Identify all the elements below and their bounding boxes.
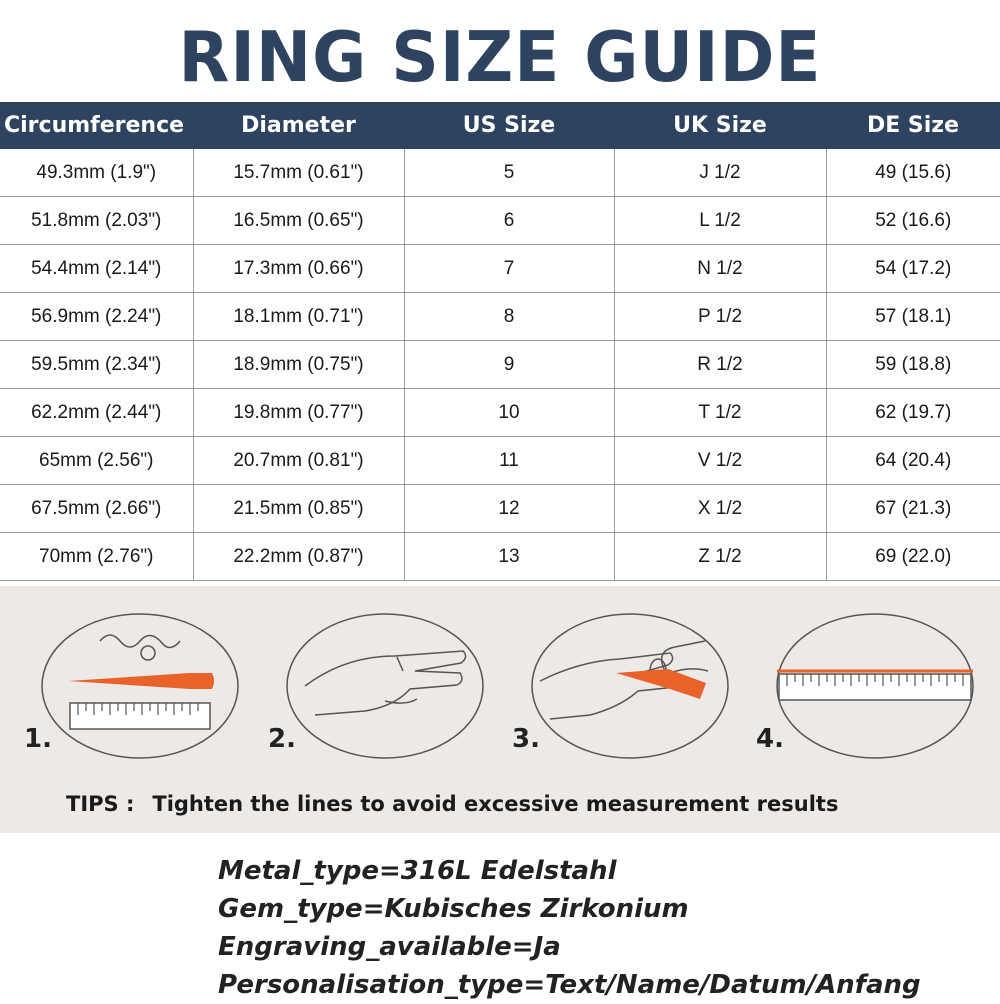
attribute-personalisation: Personalisation_type=Text/Name/Datum/Anfang (218, 970, 921, 1000)
step-4 (775, 611, 975, 761)
cell-uk-size: J 1/2 (614, 149, 826, 197)
cell-us-size: 11 (404, 437, 614, 485)
attribute-gem-type: Gem_type=Kubisches Zirkonium (218, 894, 689, 924)
cell-us-size: 10 (404, 389, 614, 437)
cell-de-size: 62 (19.7) (826, 389, 1000, 437)
table-row (0, 437, 1000, 485)
table-header-row (0, 102, 1000, 149)
cell-de-size: 59 (18.8) (826, 341, 1000, 389)
header-circumference: Circumference (0, 102, 193, 149)
cell-uk-size: V 1/2 (614, 437, 826, 485)
step-1-number: 1. (24, 724, 52, 754)
cell-de-size: 54 (17.2) (826, 245, 1000, 293)
cell-diameter: 16.5mm (0.65") (193, 197, 404, 245)
size-table-container (0, 102, 1000, 581)
tips-message: Tighten the lines to avoid excessive measurement results (152, 792, 839, 816)
cell-diameter: 22.2mm (0.87") (193, 533, 404, 581)
cell-diameter: 20.7mm (0.81") (193, 437, 404, 485)
hand-icon (285, 611, 485, 761)
cell-us-size: 13 (404, 533, 614, 581)
cell-circumference: 56.9mm (2.24") (0, 293, 193, 341)
cell-uk-size: L 1/2 (614, 197, 826, 245)
cell-uk-size: N 1/2 (614, 245, 826, 293)
cell-uk-size: P 1/2 (614, 293, 826, 341)
cell-diameter: 17.3mm (0.66") (193, 245, 404, 293)
cell-diameter: 21.5mm (0.85") (193, 485, 404, 533)
cell-uk-size: X 1/2 (614, 485, 826, 533)
header-de-size: DE Size (826, 102, 1000, 149)
cell-circumference: 54.4mm (2.14") (0, 245, 193, 293)
cell-us-size: 6 (404, 197, 614, 245)
step-3-number: 3. (512, 724, 540, 754)
table-row (0, 341, 1000, 389)
string-and-ruler-icon (40, 611, 240, 761)
wrap-finger-icon (530, 611, 730, 761)
attribute-metal-type: Metal_type=316L Edelstahl (218, 856, 617, 886)
cell-de-size: 57 (18.1) (826, 293, 1000, 341)
cell-de-size: 69 (22.0) (826, 533, 1000, 581)
table-row (0, 197, 1000, 245)
cell-us-size: 5 (404, 149, 614, 197)
cell-diameter: 19.8mm (0.77") (193, 389, 404, 437)
step-2 (285, 611, 485, 761)
cell-circumference: 59.5mm (2.34") (0, 341, 193, 389)
table-row (0, 485, 1000, 533)
cell-circumference: 67.5mm (2.66") (0, 485, 193, 533)
header-diameter: Diameter (193, 102, 404, 149)
step-3 (530, 611, 730, 761)
cell-diameter: 18.1mm (0.71") (193, 293, 404, 341)
table-row (0, 293, 1000, 341)
tips-label: TIPS : (66, 792, 135, 816)
step-1 (40, 611, 240, 761)
step-4-number: 4. (756, 724, 784, 754)
cell-circumference: 65mm (2.56") (0, 437, 193, 485)
cell-circumference: 51.8mm (2.03") (0, 197, 193, 245)
header-us-size: US Size (404, 102, 614, 149)
cell-us-size: 7 (404, 245, 614, 293)
cell-us-size: 12 (404, 485, 614, 533)
table-row (0, 149, 1000, 197)
cell-uk-size: Z 1/2 (614, 533, 826, 581)
measurement-tips-panel (0, 586, 1000, 833)
product-attributes (218, 852, 978, 1004)
ring-size-table (0, 102, 1000, 581)
cell-de-size: 64 (20.4) (826, 437, 1000, 485)
page-title: RING SIZE GUIDE (178, 17, 822, 98)
ruler-measure-icon (775, 611, 975, 761)
cell-uk-size: T 1/2 (614, 389, 826, 437)
table-row (0, 533, 1000, 581)
cell-circumference: 49.3mm (1.9") (0, 149, 193, 197)
cell-us-size: 9 (404, 341, 614, 389)
cell-de-size: 52 (16.6) (826, 197, 1000, 245)
table-row (0, 245, 1000, 293)
cell-diameter: 15.7mm (0.61") (193, 149, 404, 197)
header-uk-size: UK Size (614, 102, 826, 149)
tips-text (66, 792, 966, 816)
cell-diameter: 18.9mm (0.75") (193, 341, 404, 389)
cell-de-size: 49 (15.6) (826, 149, 1000, 197)
cell-circumference: 70mm (2.76") (0, 533, 193, 581)
cell-circumference: 62.2mm (2.44") (0, 389, 193, 437)
table-row (0, 389, 1000, 437)
attribute-engraving: Engraving_available=Ja (218, 932, 561, 962)
step-2-number: 2. (268, 724, 296, 754)
cell-us-size: 8 (404, 293, 614, 341)
cell-de-size: 67 (21.3) (826, 485, 1000, 533)
cell-uk-size: R 1/2 (614, 341, 826, 389)
